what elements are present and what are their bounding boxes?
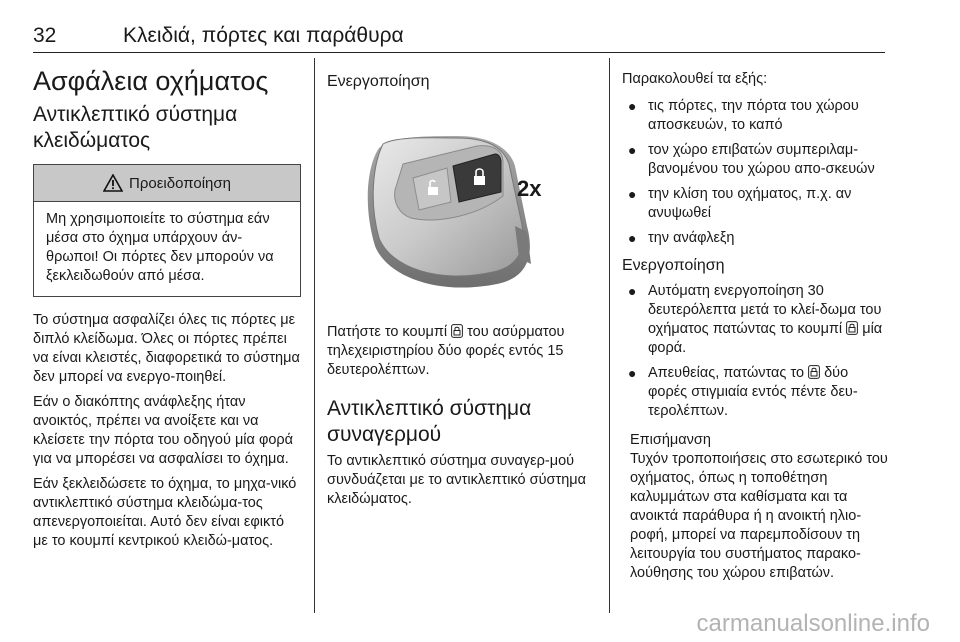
note-title: Επισήμανση <box>630 432 711 448</box>
activation-list <box>622 282 888 421</box>
note-block <box>630 431 888 583</box>
column-divider <box>314 58 315 613</box>
list-item: ● τον χώρο επιβατών συμπεριλαμ-βανομένου του χώρου απο-σκευών <box>628 142 875 177</box>
bullet-icon: ● <box>628 283 637 299</box>
column-2 <box>327 58 601 515</box>
bullet-icon: ● <box>628 98 637 114</box>
bullet-icon: ● <box>628 365 637 381</box>
warning-title: Προειδοποίηση <box>129 174 231 192</box>
monitor-list <box>622 97 888 248</box>
warning-text: Μη χρησιμοποιείτε το σύστημα εάν μέσα στο όχημα υπάρχουν άν-θρωποι! Οι πόρτες δεν μπορούν να ξεκλειδωθούν από μέσα. <box>46 211 274 284</box>
body-paragraph: Το σύστημα ασφαλίζει όλες τις πόρτες με διπλό κλείδωμα. Όλες οι πόρτες πρέπει να είναι κλειστές, διαφορετικά το σύστημα δεν μπορεί να ενεργο-ποιηθεί. <box>33 312 300 385</box>
warning-triangle-icon <box>103 174 123 192</box>
lock-button-icon <box>846 321 858 335</box>
chapter-title: Κλειδιά, πόρτες και παράθυρα <box>123 24 404 47</box>
bullet-icon: ● <box>628 142 637 158</box>
page-header <box>33 22 885 53</box>
section-heading: Ενεργοποίηση <box>622 257 725 274</box>
list-item: ● την ανάφλεξη <box>628 230 735 246</box>
column-divider <box>609 58 610 613</box>
section-heading: Ασφάλεια οχήματος <box>33 66 269 96</box>
body-paragraph <box>327 323 601 380</box>
body-paragraph: Εάν ο διακόπτης ανάφλεξης ήταν ανοικτός, πρέπει να ανοίξετε και να κλείσετε την πόρτα του οδηγού μία φορά για να μπορέσει να ασφαλίσει το όχημα. <box>33 394 294 467</box>
monitor-intro: Παρακολουθεί τα εξής: <box>622 71 768 87</box>
lock-button-icon <box>808 365 820 379</box>
section-heading: Αντικλεπτικό σύστημα συναγερμού <box>327 397 532 446</box>
list-item: ● τις πόρτες, την πόρτα του χώρου αποσκευών, το καπό <box>628 98 859 133</box>
bullet-icon: ● <box>628 186 637 202</box>
bullet-icon: ● <box>628 230 637 246</box>
lock-button-icon <box>451 324 463 338</box>
warning-box <box>33 164 301 297</box>
warning-body <box>34 202 300 296</box>
watermark: carmanualsonline.info <box>696 610 930 637</box>
section-heading: Ενεργοποίηση <box>327 73 430 90</box>
warning-header <box>34 165 300 202</box>
note-text: Τυχόν τροποποιήσεις στο εσωτερικό του οχήματος, όπως η τοποθέτηση καλυμμάτων στα καθίσματα και τα ανοικτά παράθυρα ή η ανοικτή ηλιο-ροφή, μπορεί να παρεμποδίσουν τη λειτουργία του συστήματος παρακο-λούθησης του χώρου επιβατών. <box>630 451 888 581</box>
column-3 <box>622 58 888 589</box>
list-item: ● Απευθείας, πατώντας το δύο φορές στιγμιαία εντός πέντε δευ-τερολέπτων. <box>628 365 858 419</box>
list-item: ● Αυτόματη ενεργοποίηση 30 δευτερόλεπτα μετά το κλεί-δωμα του οχήματος πατώντας το κουμπί μία φορά. <box>628 283 883 356</box>
press-text-before: Πατήστε το κουμπί <box>327 324 448 340</box>
column-1 <box>33 58 301 557</box>
remote-key-illustration <box>327 106 601 306</box>
list-item: ● την κλίση του οχήματος, π.χ. αν ανυψωθεί <box>628 186 852 221</box>
press-count-label: 2x <box>517 176 542 201</box>
body-paragraph: Το αντικλεπτικό σύστημα συναγερ-μού συνδυάζεται με το αντικλεπτικό σύστημα κλειδώματος. <box>327 453 587 507</box>
body-paragraph: Εάν ξεκλειδώσετε το όχημα, το μηχα-νικό αντικλεπτικό σύστημα κλειδώμα-τος απενεργοποιείται. Αυτό δεν είναι εφικτό με το κουμπί κεντρικού κλειδώ-ματος. <box>33 476 297 549</box>
subsection-heading: Αντικλεπτικό σύστημα κλειδώματος <box>33 103 238 152</box>
page-number: 32 <box>33 24 57 47</box>
press-text-after: του ασύρματου τηλεχειριστηρίου δύο φορές εντός 15 δευτερολέπτων. <box>327 324 565 378</box>
